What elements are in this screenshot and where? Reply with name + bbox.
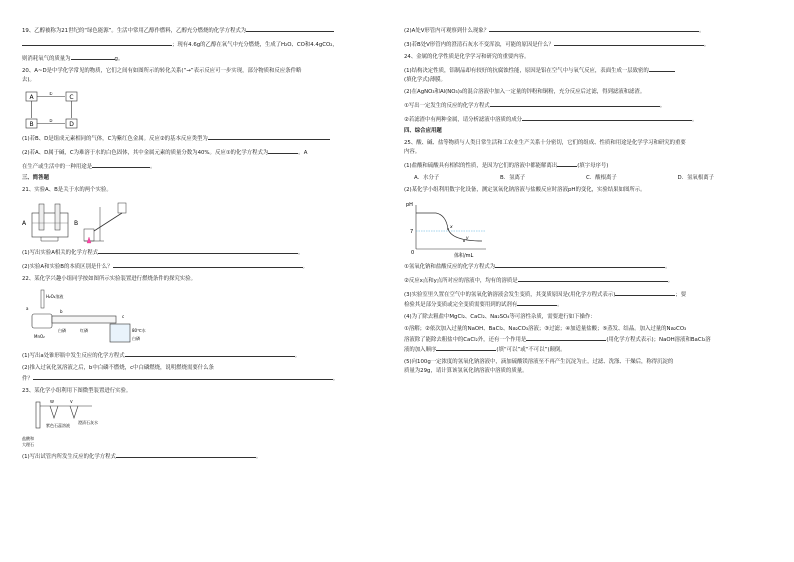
reaction-2-mark: ② — [49, 117, 53, 123]
q25-sub4c2: (填“可以”或“不可以”)颠倒。 — [496, 347, 566, 354]
question-22: 22、某化学兴趣小组同学按如图所示实验装置进行燃烧条件的探究实验。 H₂O₂溶液 a MnO₂ b 白磷 红磷 80℃水 白磷 c (1)写出a处锥形瓶中发生反应的化学方程式 。 (2)推入过氧化氢溶液之后，b中白磷不燃烧，c中白磷燃烧，说明燃烧需要什么条 件？ 。 — [22, 276, 339, 382]
q24-intro: 24、金属的化学性质是化学学习和研究的重要内容。 — [404, 53, 530, 60]
experiment-a-label: A — [22, 220, 27, 228]
section-4-title: 四、综合应用题 — [404, 128, 442, 135]
q25-sub4: (4)为了除去粗盐中MgCl₂、CaCl₂、Na₂SO₄等可溶性杂质，需要进行如下操作： — [404, 314, 596, 321]
q24-sub2-ii: ②若滤渣中有两种金属，请分析滤液中溶质的成分 — [404, 116, 523, 123]
q20-blank-type[interactable] — [208, 134, 330, 140]
q23-sub3: (3)若B处V形管内的澄清石灰水不变浑浊，可能的原因是什么？ — [404, 41, 554, 48]
point-x — [447, 228, 449, 230]
fig-a-label: a — [26, 306, 29, 312]
ph-graph — [406, 199, 516, 259]
question-24: 24、金属的化学性质是化学学习和研究的重要内容。 (1)结构决定性质，铝制品却有较好的抗腐蚀性能，原因是铝在空气中与氧气反应，表面生成一层致密的 (填化学式)薄膜。 (2)在AgNO₃和Al(NO₃)₃的混合溶液中加入一定量的锌粉和铜粉，充分反应后过滤，得到滤液和滤渣。 ①写出一定发生的反应的化学方程式 。 ②若滤渣中有两种金属，请分析滤液中溶质的成分 。 — [404, 53, 698, 123]
fig-w-label: W — [50, 399, 54, 404]
q21-sub1: (1)写出实验A相关的化学方程式 — [22, 250, 99, 257]
q24-sub1-end: (填化学式)薄膜。 — [404, 76, 446, 83]
fig-c-label: c — [122, 314, 125, 320]
node-d: D — [69, 120, 74, 128]
q20-text-2: 去)。 — [22, 76, 35, 83]
tube — [94, 213, 122, 231]
q22-intro: 22、某化学兴趣小组同学按如图所示实验装置进行燃烧条件的探究实验。 — [22, 276, 196, 283]
q20-sub1: (1)若B、D是组成元素相同的气体，C为紫红色金属。反应②的基本反应类型为 — [22, 135, 208, 142]
flask-a — [32, 314, 52, 328]
q25-blank-spoil[interactable] — [615, 290, 675, 296]
q24-sub1: (1)结构决定性质，铝制品却有较好的抗腐蚀性能，原因是铝在空气中与氧气反应，表面生成一层致密的 — [404, 67, 649, 74]
horizontal-tube — [52, 316, 116, 323]
q20-sub2-a: A — [303, 149, 308, 156]
beaker-c — [110, 324, 130, 342]
point-y — [463, 240, 465, 242]
node-a: A — [29, 93, 34, 101]
q24-blank-solute[interactable] — [522, 115, 692, 121]
q19-text-1: 19、乙醇被称为21世纪的“绿色能源”。生活中常用乙醇作燃料，乙醇充分燃烧的化学方程式为 — [22, 28, 247, 34]
q19-blank-equation-2[interactable] — [22, 40, 172, 46]
q25-blank-equation[interactable] — [495, 262, 665, 268]
reaction-1-mark: ① — [49, 90, 53, 96]
fig-red-label: 红磷 — [80, 328, 88, 334]
option-d[interactable]: D．氢氧根离子 — [677, 174, 714, 181]
q24-blank-equation[interactable] — [490, 101, 660, 107]
q22-sub1: (1)写出a处锥形瓶中发生反应的化学方程式 — [22, 353, 125, 360]
question-20: 20、A~D是中学化学常见的物质，它们之间有如图所示的转化关系(“→”表示反应可一步实现，部分物质和反应条件略 去)。 A C B D ① ② (1)若B、D是组成元素相同的气体，C为紫红色金属。反应②的基本反应类型为 (2)若A、D属于碱，C为难溶于水的白色固体，其中金属元素的质量分数为40%。反应①的化学方程式为 。A 在生产或生活中的一种用途是 。 — [22, 68, 388, 171]
question-23-continued: (2)A处V形管内可观察到什么现象？ 。 (3)若B处V形管内的澄清石灰水不变浑浊，可能的原因是什么？ 。 — [404, 28, 710, 48]
q20-conversion-diagram — [24, 89, 84, 131]
q25-iii-end: ；要 — [675, 291, 687, 298]
q25-options — [404, 175, 714, 183]
graph-x-point: x — [450, 224, 453, 230]
ph-curve — [416, 213, 482, 241]
q25-blank-ion[interactable] — [557, 161, 577, 167]
graph-y-point: y — [466, 235, 469, 241]
q20-sub2-use: 在生产或生活中的一种用途是 — [22, 163, 93, 170]
test-tube-2 — [55, 204, 60, 230]
fig-litmus-label: 紫色石蕊溶液 — [46, 422, 70, 428]
q21-blank-equation[interactable] — [98, 248, 298, 254]
q23-sub1: (1)写出试管内所发生反应的化学方程式 — [22, 453, 116, 460]
q22-blank-condition[interactable] — [33, 374, 333, 380]
q19-unit: g。 — [114, 55, 124, 62]
question-23: 23、某化学小组利用下图微型装置进行实验。 W V 紫色石蕊溶液 澄清石灰水 盐酸和 大理石 (1)写出试管内所发生反应的化学方程式 。 — [22, 387, 262, 460]
q20-text-1: 20、A~D是中学化学常见的物质，它们之间有如图所示的转化关系(“→”表示反应可一步实现，部分物质和反应条件略 — [22, 67, 302, 74]
electrolysis-tank — [32, 213, 68, 237]
fig-mno2-label: MnO₂ — [34, 334, 45, 340]
graph-y-label: pH — [406, 201, 413, 208]
q25-text-1: 25、酸、碱、盐等物质与人类日常生活和工农业生产关系十分密切，它们的组成、性质和用途是化学学习和研究的重要 — [404, 140, 686, 147]
q20-sub2: (2)若A、D属于碱，C为难溶于水的白色固体，其中金属元素的质量分数为40%。反应①的化学方程式为 — [22, 149, 269, 156]
q25-sub4b: 溶液除了能除去粗盐中的CaCl₂外，还有一个作用是 — [404, 336, 527, 343]
q25-text-2: 内容。 — [404, 148, 421, 155]
q25-iii: (3)实验室里久置在空气中的氢氧化钠溶液会发生变质，其变质原因是(用化学方程式表示) — [404, 291, 616, 298]
experiment-b-label: B — [74, 220, 79, 228]
question-21: 21、实验A、B是关于水的两个实验。 A B (1)写出实验A相关的化学方程式 。 (2)实验A和实验B的本质区别是什么？ 。 — [22, 187, 308, 271]
fig-v-label: V — [70, 399, 73, 404]
fig-acid-label-1: 盐酸和 — [22, 435, 34, 441]
q23-blank-reason[interactable] — [554, 40, 704, 46]
q19-blank-mass[interactable] — [71, 54, 115, 60]
q25-blank-reagent[interactable] — [517, 300, 557, 306]
fig-white1-label: 白磷 — [58, 328, 66, 334]
fig-b-label: b — [60, 309, 63, 315]
q25-sub5: (5)向100g一定浓度的氢氧化钠溶液中，滴加硫酸镁溶液至不再产生沉淀为止，过滤、洗涤、干燥后，称得沉淀的 — [404, 359, 674, 366]
collector — [118, 203, 126, 213]
q25-ii: ②反应x点和y点所对应的溶液中，均有的溶质是 — [404, 277, 518, 284]
q20-blank-use[interactable] — [92, 162, 150, 168]
q21-intro: 21、实验A、B是关于水的两个实验。 — [22, 187, 112, 194]
question-25: 25、酸、碱、盐等物质与人类日常生活和工农业生产关系十分密切，它们的组成、性质和用途是化学学习和研究的重要 内容。 (1)盐酸和硫酸具有相似的性质，是因为它们的溶液中都能解离出 (填字母序号) A．水分子 B．氢离子 C．酸根离子 D．氢氧根离子 (2)某化学小组利用数字化设备，测定氢氧化钠溶液与盐酸反应时溶液pH的变化，实验结果如图所示。 pH 7 0 x y 体积/mL ①氢氧化钠和盐酸反应的化学方程式为 。 ②反应x点和y点所对应的溶液中，均有的溶质是 。 (3)实验室里久置在空气中的氢氧化钠溶液会发生变质，其变质原因是(用化学方程式表示) ；要 检验其是部分变质或完全变质需要用到的试剂有 。 (4)为了除去粗盐中MgCl₂、CaCl₂、Na₂SO₄等可溶性杂质，需要进行如下操作： ①溶解；②依次加入过量的NaOH、BaCl₂、Na₂CO₃溶液；③过滤；④加适量盐酸；⑤蒸发、结晶。加入过量的Na₂CO₃ 溶液除了能除去粗盐中的CaCl₂外，还有一个作用是 (用化学方程式表示)；NaOH溶液和BaCl₂溶 液的加入顺序 (填“可以”或“不可以”)颠倒。 (5)向100g一定浓度的氢氧化钠溶液中，滴加硫酸镁溶液至不再产生沉淀为止，过滤、洗涤、干燥后，称得沉淀的 质量为29g，请计算该氢氧化钠溶液中溶质的质量。 — [404, 140, 714, 374]
option-c[interactable]: C．酸根离子 — [586, 174, 617, 181]
q25-sub4c: 液的加入顺序 — [404, 347, 437, 354]
q25-sub2: (2)某化学小组利用数字化设备，测定氢氧化钠溶液与盐酸反应时溶液pH的变化，实验结果如图所示。 — [404, 186, 646, 193]
q19-text-2: ；现有4.6g的乙醇在氧气中充分燃烧，生成了H₂O、CO和4.4gCO₂， — [172, 41, 338, 48]
section-3-title: 三、简答题 — [22, 175, 49, 182]
v-tube-a — [50, 406, 58, 418]
q24-sub2: (2)在AgNO₃和Al(NO₃)₃的混合溶液中加入一定量的锌粉和铜粉，充分反应后过滤，得到滤液和滤渣。 — [404, 88, 646, 95]
q25-sub1: (1)盐酸和硫酸具有相似的性质，是因为它们的溶液中都能解离出 — [404, 162, 558, 169]
flame-icon — [87, 237, 91, 243]
q25-sub4b2: (用化学方程式表示)；NaOH溶液和BaCl₂溶 — [606, 336, 711, 343]
q25-sub1-end: (填字母序号) — [577, 162, 609, 169]
q22-sub2-end: 件？ — [22, 375, 33, 382]
left-column — [22, 26, 388, 466]
node-b: B — [29, 120, 34, 128]
q20-blank-equation[interactable] — [268, 148, 298, 154]
fig-acid-label-2: 大理石 — [22, 441, 34, 447]
question-19 — [22, 26, 388, 64]
q24-blank-formula[interactable] — [649, 66, 675, 72]
q25-blank-role[interactable] — [526, 335, 606, 341]
test-tube — [36, 402, 40, 428]
q25-i: ①氢氧化钠和盐酸反应的化学方程式为 — [404, 263, 496, 270]
v-tube-b — [70, 406, 78, 418]
q25-sub4a: ①溶解；②依次加入过量的NaOH、BaCl₂、Na₂CO₃溶液；③过滤；④加适量盐酸；⑤蒸发、结晶。加入过量的Na₂CO₃ — [404, 326, 687, 333]
q24-sub2-i: ①写出一定发生的反应的化学方程式 — [404, 102, 490, 109]
graph-7-label: 7 — [410, 228, 414, 235]
fig-h2o2-label: H₂O₂溶液 — [46, 294, 64, 300]
q25-iii-c: 检验其是部分变质或完全变质需要用到的试剂有 — [404, 302, 518, 309]
q22-figure — [22, 288, 162, 348]
q19-text-3: 则消耗氧气的质量为 — [22, 55, 71, 62]
q19-blank-equation[interactable] — [246, 26, 334, 32]
graph-x-label: 体积/mL — [454, 252, 474, 259]
syringe — [41, 290, 44, 308]
q21-figure — [22, 199, 162, 245]
q23-intro: 23、某化学小组利用下图微型装置进行实验。 — [22, 387, 132, 394]
graph-0-label: 0 — [411, 249, 415, 256]
fig-lime-label: 澄清石灰水 — [78, 419, 98, 425]
q25-blank-order[interactable] — [436, 345, 496, 351]
q21-sub2: (2)实验A和实验B的本质区别是什么？ — [22, 264, 113, 271]
option-a[interactable]: A．水分子 — [414, 174, 440, 181]
fig-white2-label: 白磷 — [132, 336, 140, 342]
q22-sub2: (2)推入过氧化氢溶液之后，b中白磷不燃烧，c中白磷燃烧，说明燃烧需要什么条 — [22, 365, 214, 371]
node-c: C — [69, 93, 74, 101]
q23-blank-phenomenon[interactable] — [489, 26, 699, 32]
q23-sub2: (2)A处V形管内可观察到什么现象？ — [404, 28, 490, 34]
fig-water-label: 80℃水 — [132, 328, 146, 334]
q25-blank-solute[interactable] — [518, 276, 668, 282]
q21-blank-difference[interactable] — [113, 262, 303, 268]
q22-blank-equation[interactable] — [125, 351, 295, 357]
option-b[interactable]: B．氢离子 — [500, 174, 526, 181]
q23-blank-equation[interactable] — [116, 452, 256, 458]
q23-figure — [22, 400, 162, 450]
test-tube-1 — [39, 204, 44, 230]
right-column — [404, 26, 770, 380]
q25-sub5-end: 质量为29g，请计算该氢氧化钠溶液中溶质的质量。 — [404, 367, 528, 374]
